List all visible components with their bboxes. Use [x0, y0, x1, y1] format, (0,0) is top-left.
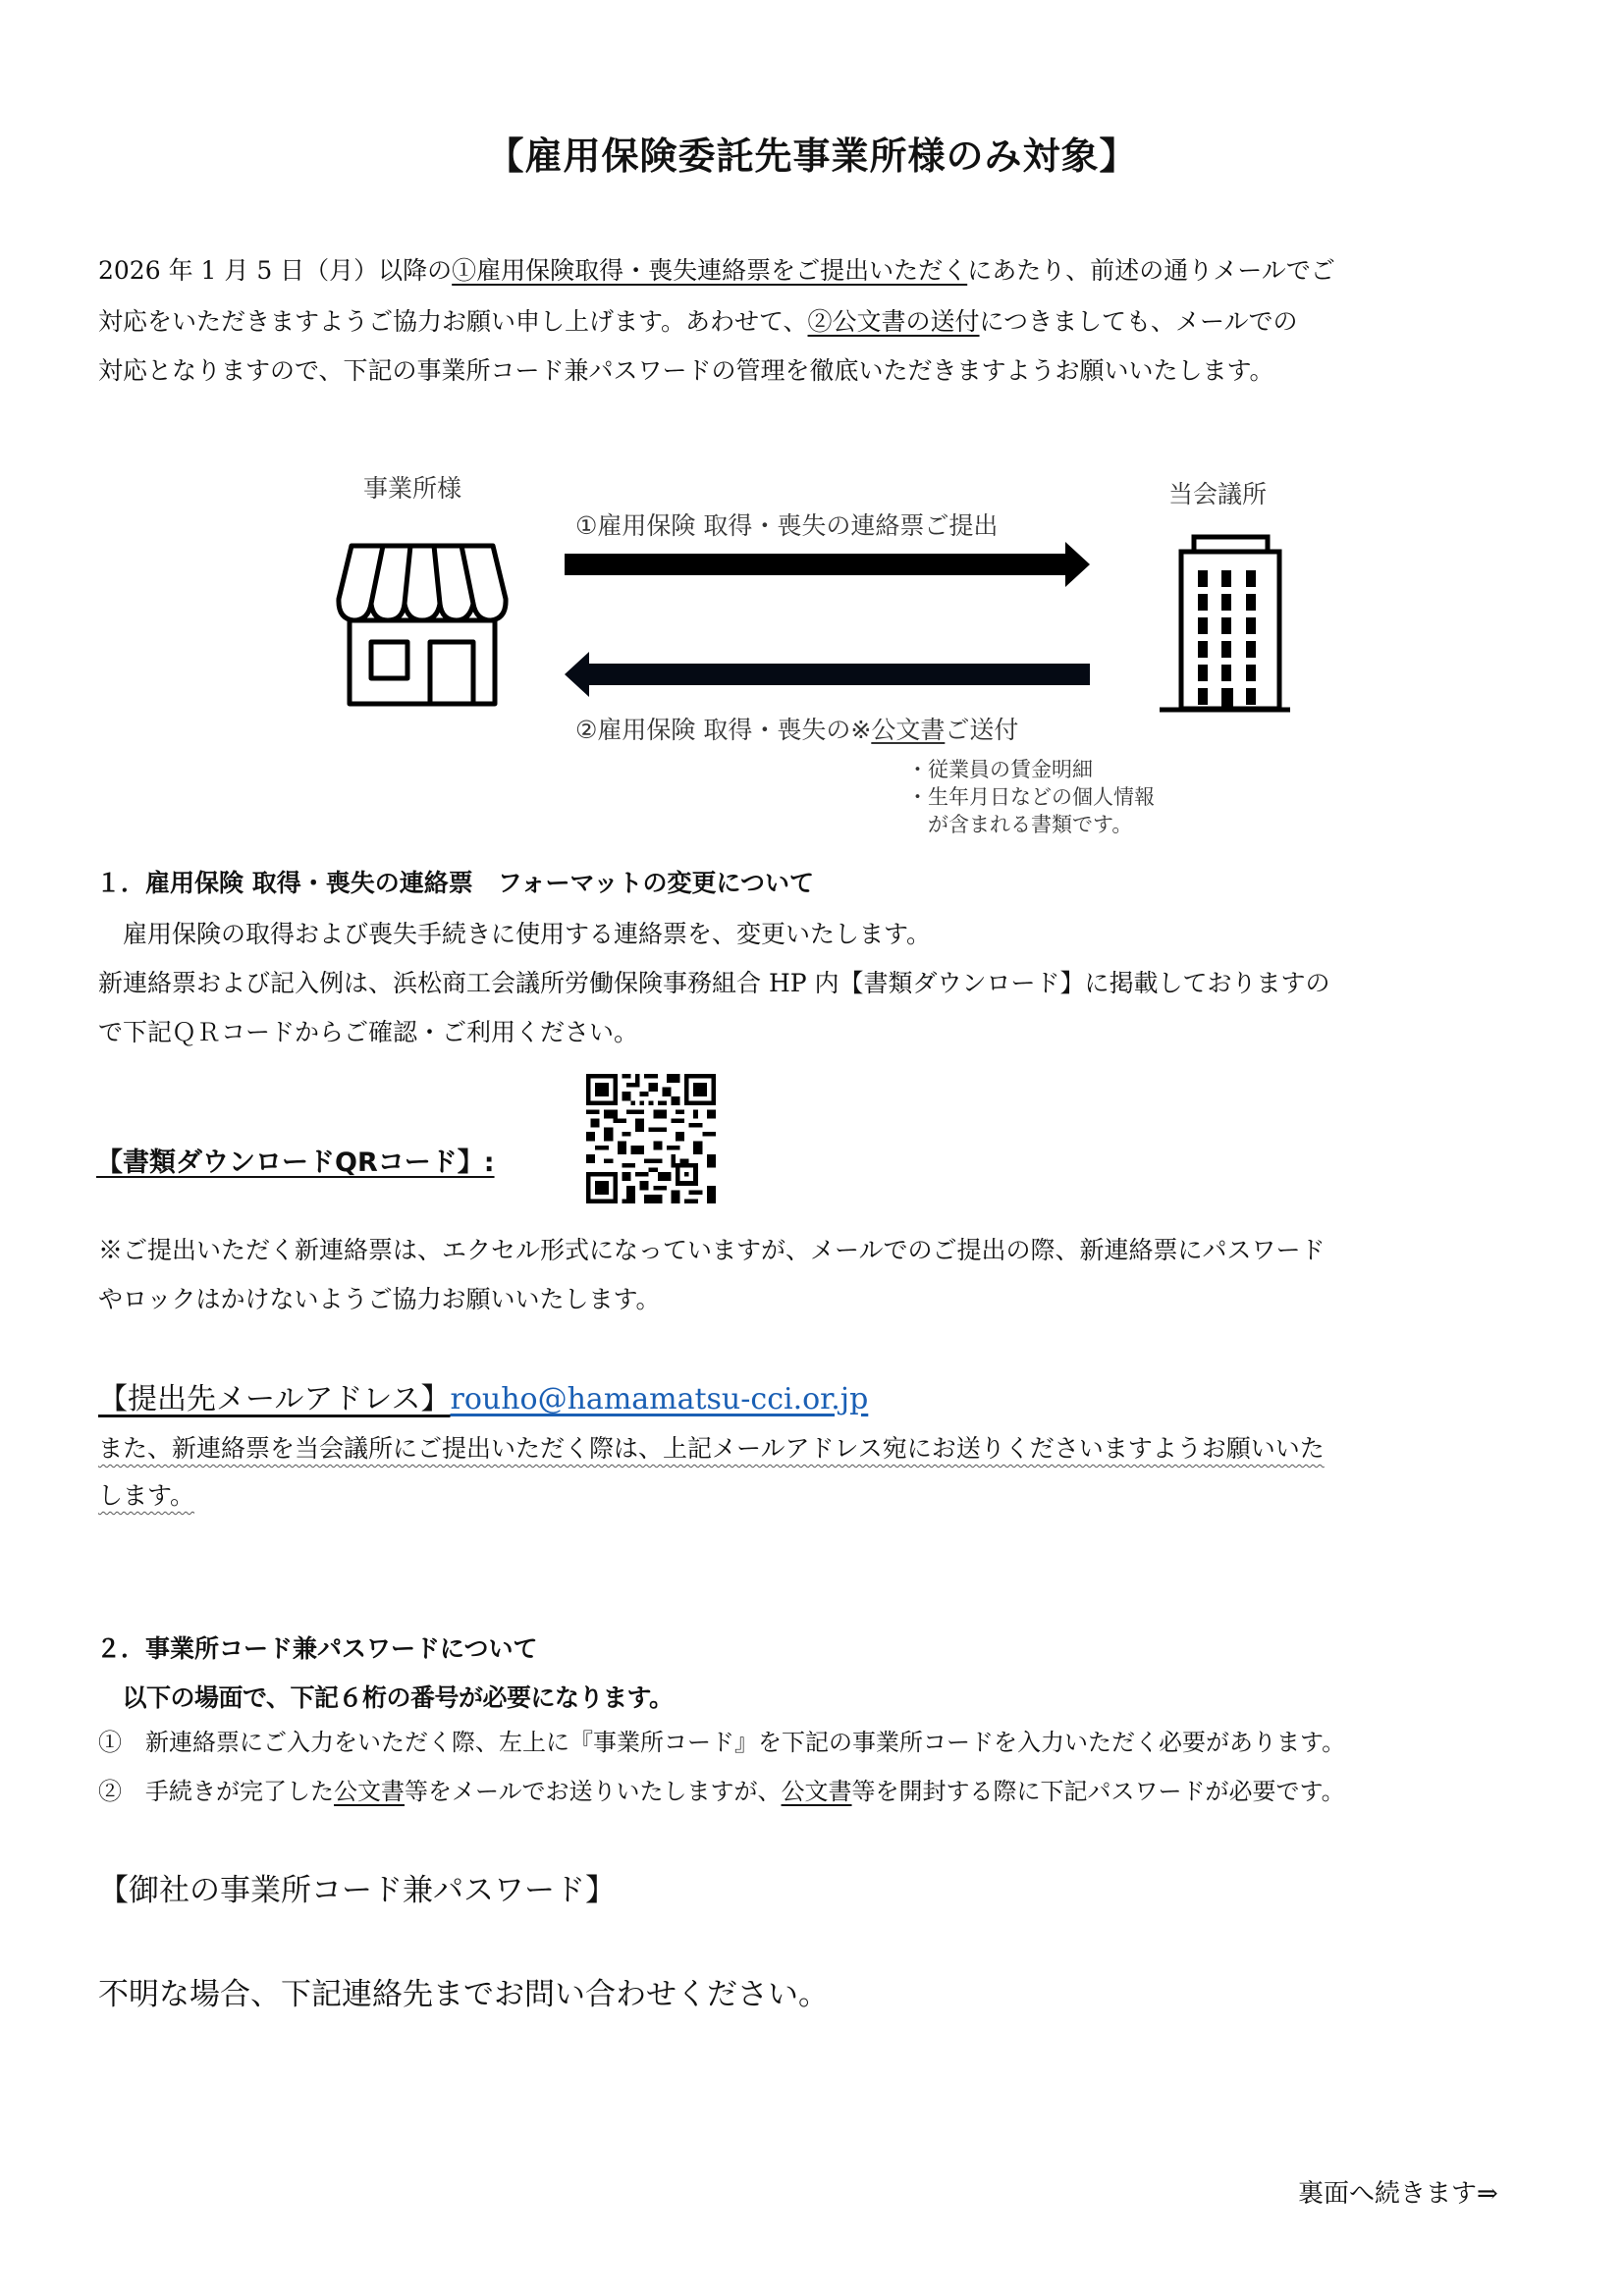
page-title: 【雇用保険委託先事業所様のみ対象】 [486, 134, 1138, 178]
section1-line-3: で下記ＱＲコードからご確認・ご利用ください。 [98, 1018, 639, 1046]
diagram-right-label: 当会議所 [1168, 480, 1268, 508]
section2-subheading: 以下の場面で、下記６桁の番号が必要になります。 [98, 1683, 674, 1712]
section2-heading: ２．事業所コード兼パスワードについて [96, 1634, 538, 1663]
section1-heading: １．雇用保険 取得・喪失の連絡票 フォーマットの変更について [96, 869, 814, 897]
intro-underline-2: ②公文書の送付 [807, 307, 980, 336]
email-note-line-1: また、新連絡票を当会議所にご提出いただく際は、上記メールアドレス宛にお送りくださいますようお願いいた [98, 1434, 1325, 1463]
qr-code-icon[interactable] [586, 1074, 716, 1203]
arrow2-label: ②雇用保険 取得・喪失の※公文書ご送付 [575, 716, 1019, 744]
arrow1-label: ①雇用保険 取得・喪失の連絡票ご提出 [575, 511, 999, 540]
diagram-notes: ・従業員の賃金明細 ・生年月日などの個人情報 が含まれる書類です。 [907, 758, 1155, 836]
arrow-left-icon [565, 650, 1090, 699]
email-row [98, 1378, 868, 1421]
intro-line-3: 対応となりますので、下記の事業所コード兼パスワードの管理を徹底いただきますようお願いいたします。 [98, 356, 1274, 385]
building-icon [1155, 520, 1292, 717]
diagram-left-label: 事業所様 [363, 474, 462, 503]
intro-underline-1: ①雇用保険取得・喪失連絡票をご提出いただく [452, 256, 968, 285]
section2-item-2: ② 手続きが完了した公文書等をメールでお送りいたしますが、公文書等を開封する際に下記パスワードが必要です。 [98, 1778, 1345, 1805]
intro-line-2: 対応をいただきますようご協力お願い申し上げます。あわせて、②公文書の送付につきましても、メールでの [98, 307, 1298, 336]
email-note-line-2: します。 [98, 1481, 195, 1510]
section2-item-1: ① 新連絡票にご入力をいただく際、左上に『事業所コード』を下記の事業所コードを入力いただく必要があります。 [98, 1729, 1346, 1756]
email-label: 【提出先メールアドレス】 [98, 1382, 451, 1416]
section1-line-1: 雇用保険の取得および喪失手続きに使用する連絡票を、変更いたします。 [98, 920, 932, 948]
intro-line-1: 2026 年 1 月 5 日（月）以降の①雇用保険取得・喪失連絡票をご提出いただくにあたり、前述の通りメールでご [98, 256, 1335, 285]
section1-note-line-2: やロックはかけないようご協力お願いいたします。 [98, 1285, 661, 1313]
qr-label: 【書類ダウンロードQRコード】: [96, 1148, 495, 1178]
contact-text: 不明な場合、下記連絡先までお問い合わせください。 [98, 1977, 829, 2012]
continue-note: 裏面へ続きます⇒ [1298, 2179, 1498, 2209]
section1-note-line-1: ※ご提出いただく新連絡票は、エクセル形式になっていますが、メールでのご提出の際、新連絡票にパスワード [98, 1236, 1326, 1264]
shop-icon [324, 530, 520, 726]
arrow-right-icon [565, 540, 1090, 589]
company-code-label: 【御社の事業所コード兼パスワード】 [98, 1873, 616, 1908]
section1-line-2: 新連絡票および記入例は、浜松商工会議所労働保険事務組合 HP 内【書類ダウンロード】に掲載しておりますの [98, 969, 1330, 997]
email-link[interactable]: rouho@hamamatsu-cci.or.jp [450, 1382, 869, 1416]
